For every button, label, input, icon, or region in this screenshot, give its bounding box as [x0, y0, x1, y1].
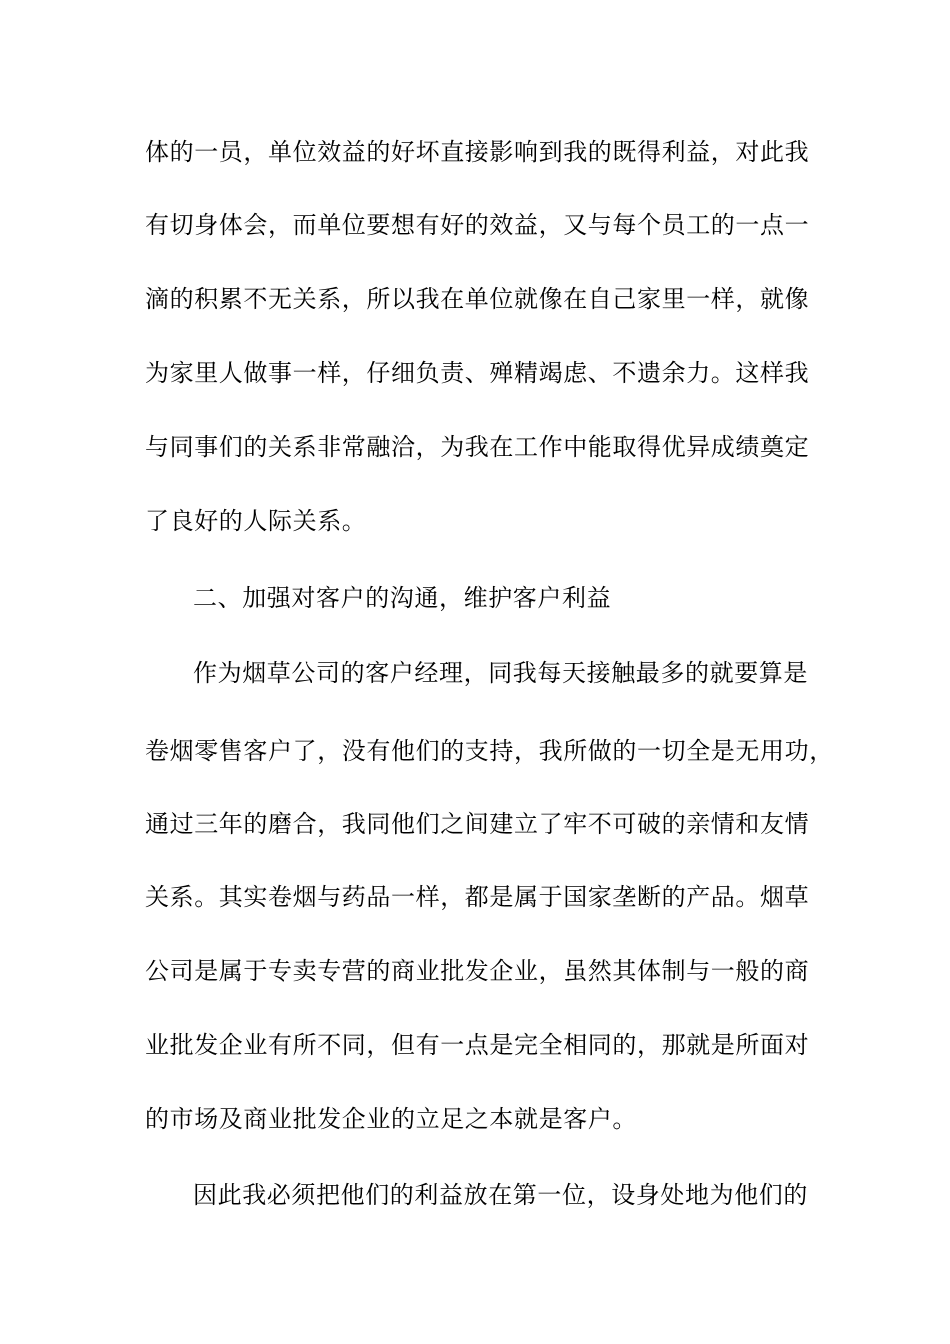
paragraph-line: 有切身体会，而单位要想有好的效益，又与每个员工的一点一	[145, 211, 810, 239]
paragraph-line: 作为烟草公司的客户经理，同我每天接触最多的就要算是	[193, 659, 808, 687]
paragraph-line: 卷烟零售客户了，没有他们的支持，我所做的一切全是无用功，	[145, 737, 834, 765]
paragraph-line: 滴的积累不无关系，所以我在单位就像在自己家里一样，就像	[145, 285, 810, 313]
paragraph-line: 的市场及商业批发企业的立足之本就是客户。	[145, 1105, 637, 1133]
paragraph-line: 为家里人做事一样，仔细负责、殚精竭虑、不遗余力。这样我	[145, 359, 810, 387]
paragraph-line: 公司是属于专卖专营的商业批发企业，虽然其体制与一般的商	[145, 957, 810, 985]
paragraph-line: 体的一员，单位效益的好坏直接影响到我的既得利益，对此我	[145, 138, 810, 166]
section-heading: 二、加强对客户的沟通，维护客户利益	[193, 584, 612, 612]
paragraph-line: 因此我必须把他们的利益放在第一位，设身处地为他们的	[193, 1181, 808, 1209]
paragraph-line: 了良好的人际关系。	[145, 507, 367, 535]
paragraph-line: 通过三年的磨合，我同他们之间建立了牢不可破的亲情和友情	[145, 810, 810, 838]
paragraph-line: 关系。其实卷烟与药品一样，都是属于国家垄断的产品。烟草	[145, 883, 810, 911]
paragraph-line: 与同事们的关系非常融洽，为我在工作中能取得优异成绩奠定	[145, 433, 810, 461]
paragraph-line: 业批发企业有所不同，但有一点是完全相同的，那就是所面对	[145, 1031, 810, 1059]
